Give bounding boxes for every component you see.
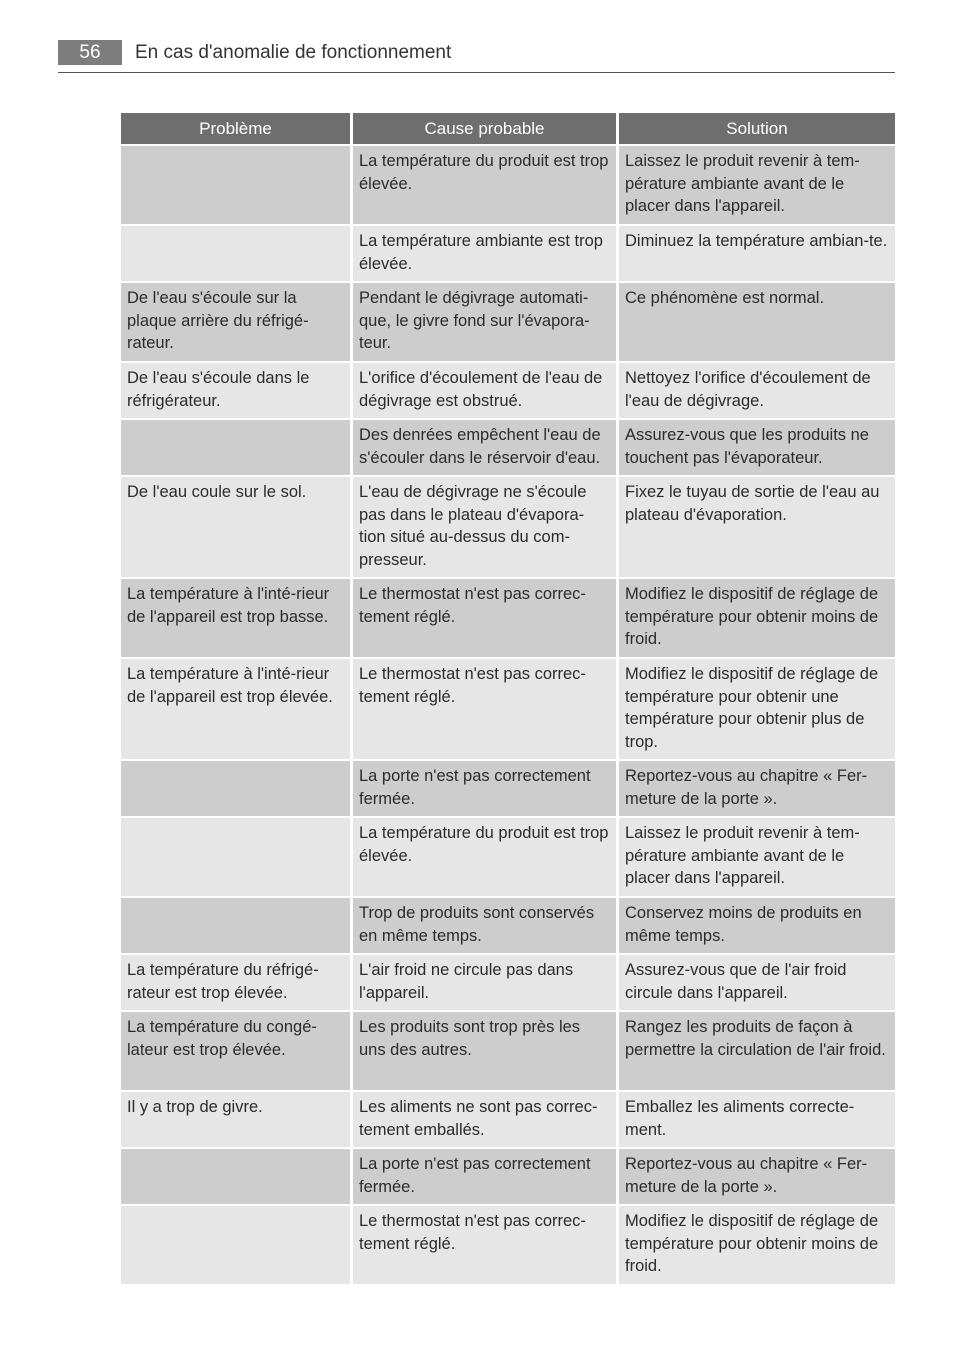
problem-cell: De l'eau s'écoule dans le réfrigérateur. xyxy=(121,363,350,418)
table-header-row xyxy=(121,113,895,144)
cause-cell: L'orifice d'écoulement de l'eau de dégivrage est obstrué. xyxy=(353,363,616,418)
problem-cell: La température à l'inté-rieur de l'appareil est trop basse. xyxy=(121,579,350,657)
table-row xyxy=(121,477,895,577)
cause-cell: La température ambiante est trop élevée. xyxy=(353,226,616,281)
solution-cell: Assurez-vous que les produits ne touchent pas l'évaporateur. xyxy=(619,420,895,475)
cause-cell: Les aliments ne sont pas correc-tement emballés. xyxy=(353,1092,616,1147)
cause-cell: Le thermostat n'est pas correc-tement réglé. xyxy=(353,1206,616,1284)
problem-cell: La température du réfrigé-rateur est trop élevée. xyxy=(121,955,350,1010)
problem-cell: Il y a trop de givre. xyxy=(121,1092,350,1147)
table-row xyxy=(121,955,895,1010)
solution-cell: Ce phénomène est normal. xyxy=(619,283,895,361)
problem-cell xyxy=(121,146,350,224)
column-header-problem: Problème xyxy=(121,113,350,144)
problem-cell xyxy=(121,898,350,953)
solution-cell: Emballez les aliments correcte-ment. xyxy=(619,1092,895,1147)
section-title: En cas d'anomalie de fonctionnement xyxy=(135,42,452,63)
cause-cell: Le thermostat n'est pas correc-tement réglé. xyxy=(353,659,616,759)
table-row xyxy=(121,898,895,953)
problem-cell: La température à l'inté-rieur de l'appareil est trop élevée. xyxy=(121,659,350,759)
problem-cell xyxy=(121,1149,350,1204)
solution-cell: Conservez moins de produits en même temps. xyxy=(619,898,895,953)
cause-cell: L'eau de dégivrage ne s'écoule pas dans le plateau d'évapora-tion situé au-dessus du com-presseur. xyxy=(353,477,616,577)
troubleshooting-table xyxy=(118,111,898,1286)
cause-cell: La température du produit est trop élevée. xyxy=(353,818,616,896)
table-row xyxy=(121,1012,895,1090)
problem-cell xyxy=(121,818,350,896)
cause-cell: Le thermostat n'est pas correc-tement réglé. xyxy=(353,579,616,657)
cause-cell: Trop de produits sont conservés en même temps. xyxy=(353,898,616,953)
table-row xyxy=(121,146,895,224)
table-row xyxy=(121,226,895,281)
cause-cell: Les produits sont trop près les uns des autres. xyxy=(353,1012,616,1090)
solution-cell: Reportez-vous au chapitre « Fer-meture de la porte ». xyxy=(619,1149,895,1204)
table-row xyxy=(121,818,895,896)
cause-cell: Pendant le dégivrage automati-que, le givre fond sur l'évapora-teur. xyxy=(353,283,616,361)
problem-cell xyxy=(121,761,350,816)
table-row xyxy=(121,1206,895,1284)
solution-cell: Fixez le tuyau de sortie de l'eau au plateau d'évaporation. xyxy=(619,477,895,577)
cause-cell: La porte n'est pas correctement fermée. xyxy=(353,761,616,816)
solution-cell: Modifiez le dispositif de réglage de température pour obtenir moins de froid. xyxy=(619,579,895,657)
solution-cell: Nettoyez l'orifice d'écoulement de l'eau de dégivrage. xyxy=(619,363,895,418)
problem-cell xyxy=(121,420,350,475)
table-row xyxy=(121,420,895,475)
page-number: 56 xyxy=(58,40,122,65)
problem-cell xyxy=(121,226,350,281)
cause-cell: La porte n'est pas correctement fermée. xyxy=(353,1149,616,1204)
solution-cell: Laissez le produit revenir à tem-pérature ambiante avant de le placer dans l'appareil. xyxy=(619,818,895,896)
cause-cell: La température du produit est trop élevée. xyxy=(353,146,616,224)
solution-cell: Rangez les produits de façon à permettre la circulation de l'air froid. xyxy=(619,1012,895,1090)
solution-cell: Laissez le produit revenir à tem-pérature ambiante avant de le placer dans l'appareil. xyxy=(619,146,895,224)
solution-cell: Reportez-vous au chapitre « Fer-meture de la porte ». xyxy=(619,761,895,816)
solution-cell: Modifiez le dispositif de réglage de température pour obtenir une température pour obtenir plus de trop. xyxy=(619,659,895,759)
column-header-solution: Solution xyxy=(619,113,895,144)
column-header-cause: Cause probable xyxy=(353,113,616,144)
cause-cell: Des denrées empêchent l'eau de s'écouler dans le réservoir d'eau. xyxy=(353,420,616,475)
cause-cell: L'air froid ne circule pas dans l'appareil. xyxy=(353,955,616,1010)
table-row xyxy=(121,283,895,361)
solution-cell: Modifiez le dispositif de réglage de température pour obtenir moins de froid. xyxy=(619,1206,895,1284)
table-row xyxy=(121,579,895,657)
problem-cell xyxy=(121,1206,350,1284)
problem-cell: La température du congé-lateur est trop élevée. xyxy=(121,1012,350,1090)
table-row xyxy=(121,659,895,759)
solution-cell: Assurez-vous que de l'air froid circule dans l'appareil. xyxy=(619,955,895,1010)
table-row xyxy=(121,1149,895,1204)
table-row xyxy=(121,363,895,418)
problem-cell: De l'eau s'écoule sur la plaque arrière du réfrigé-rateur. xyxy=(121,283,350,361)
table-row xyxy=(121,761,895,816)
problem-cell: De l'eau coule sur le sol. xyxy=(121,477,350,577)
page-header xyxy=(58,40,895,73)
table-row xyxy=(121,1092,895,1147)
solution-cell: Diminuez la température ambian-te. xyxy=(619,226,895,281)
